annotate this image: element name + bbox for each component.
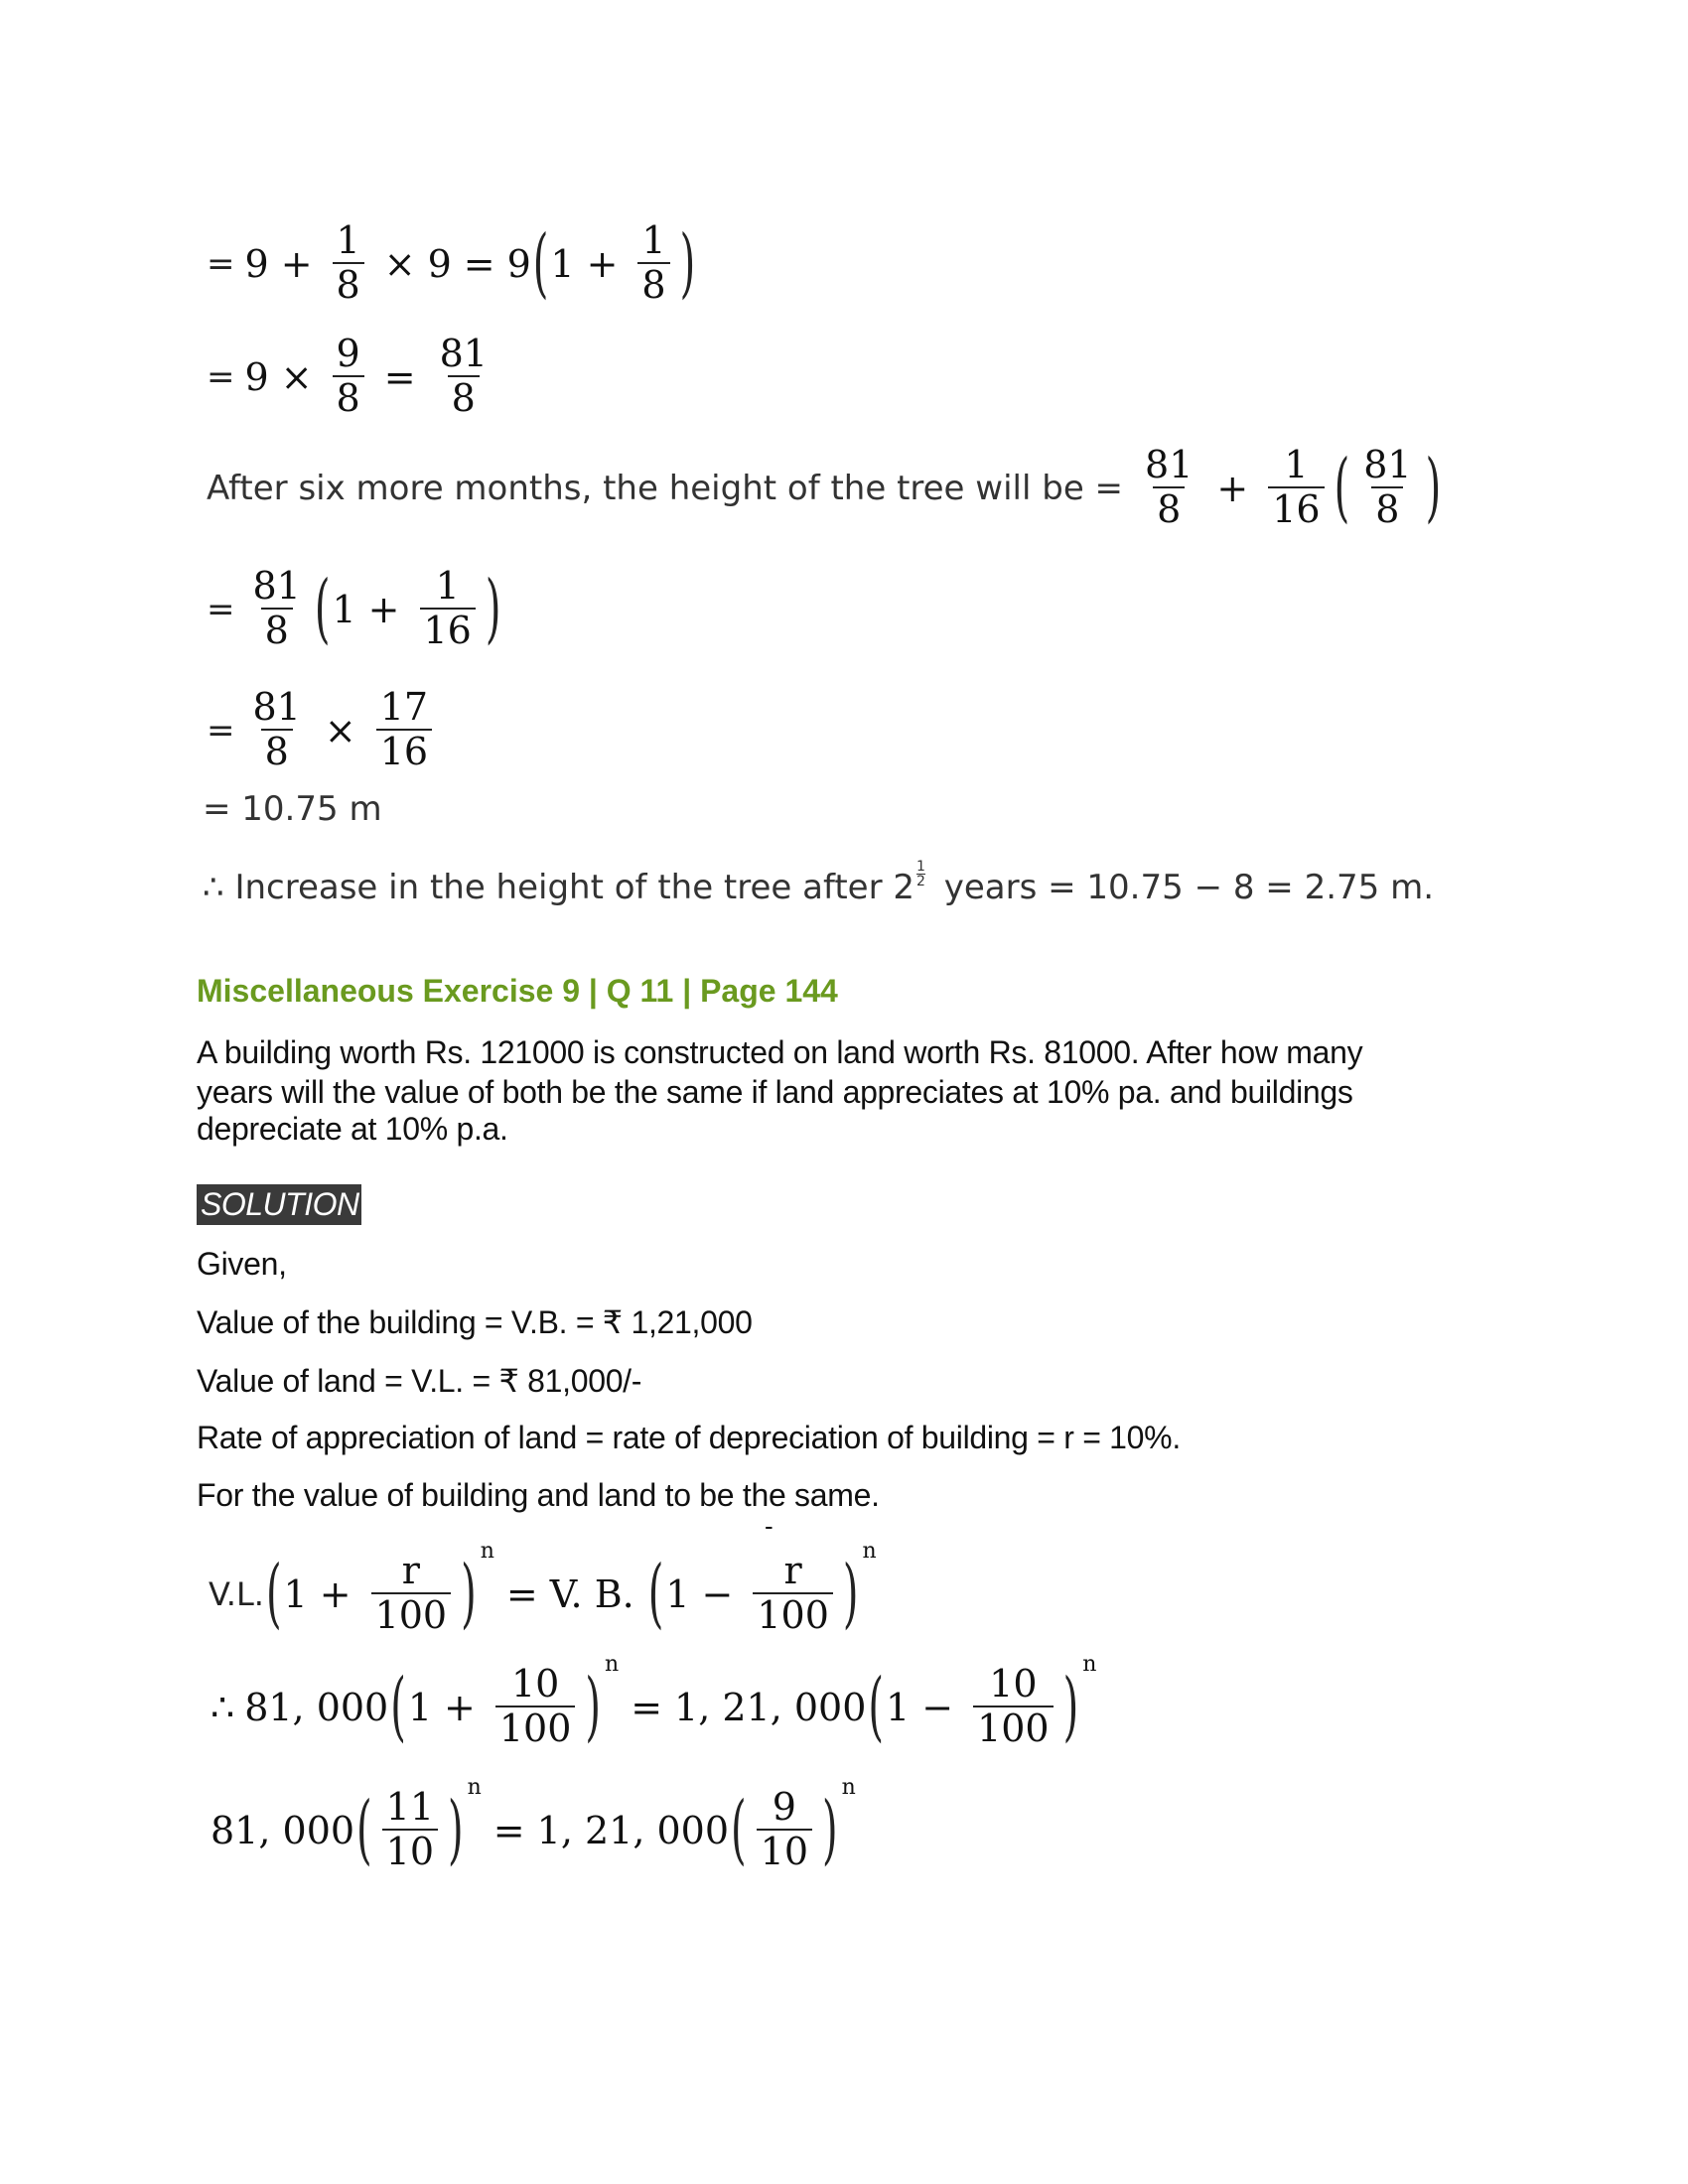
equals-sign: = xyxy=(207,243,235,284)
operator: + xyxy=(319,1571,352,1616)
given-label: Given, xyxy=(197,1246,287,1282)
solution-badge: SOLUTION xyxy=(197,1184,361,1225)
left-paren: ( xyxy=(265,1551,282,1638)
operator: = xyxy=(492,1808,525,1852)
operator: − xyxy=(921,1685,954,1729)
question-text-line: A building worth Rs. 121000 is constructed on land worth Rs. 81000. After how many xyxy=(197,1034,1363,1070)
result-line: = 10.75 m xyxy=(203,789,382,829)
right-paren: ) xyxy=(1062,1664,1079,1751)
exponent: n xyxy=(862,1539,877,1564)
vb-label: V. B. xyxy=(549,1571,634,1616)
operator: = xyxy=(383,354,416,399)
left-paren: ( xyxy=(868,1664,885,1751)
equals-sign: = xyxy=(207,356,235,397)
conclusion-line xyxy=(203,859,1435,907)
exponent: n xyxy=(1082,1652,1097,1677)
fraction: $\frac{81}{8}$ xyxy=(1363,443,1412,531)
simplified-equation xyxy=(211,1775,856,1874)
operator: × xyxy=(383,241,416,286)
fraction: $\frac{11}{10}$ xyxy=(382,1787,438,1873)
exponent: n xyxy=(841,1775,856,1800)
left-paren: ( xyxy=(390,1664,406,1751)
term: 1 xyxy=(407,1685,433,1729)
term: 9 xyxy=(244,354,269,399)
fraction: $\frac{81}{8}$ xyxy=(1145,443,1194,531)
fraction: $\frac{1}{8}$ xyxy=(333,220,364,307)
exponent: n xyxy=(467,1775,482,1800)
mixed-fraction: $\frac{1}{2}$ xyxy=(916,859,925,889)
operator: + xyxy=(444,1685,476,1729)
fraction: $\frac{r}{100}$ xyxy=(753,1551,833,1637)
statement-text: After six more months, the height of the tree will be = xyxy=(207,468,1124,508)
operator: + xyxy=(280,241,313,286)
conclusion-text: Increase in the height of the tree after 2 xyxy=(234,868,915,907)
term: 1 xyxy=(665,1571,690,1616)
operator: + xyxy=(367,587,400,631)
equation-line-5 xyxy=(207,687,440,773)
left-paren: ( xyxy=(1334,445,1350,532)
fraction: $\frac{81}{8}$ xyxy=(252,564,301,652)
fraction: $\frac{10}{100}$ xyxy=(495,1664,576,1750)
operator: = xyxy=(505,1571,538,1616)
operator: + xyxy=(1216,466,1249,510)
question-text-line: years will the value of both be the same if land appreciates at 10% pa. and buildings xyxy=(197,1074,1353,1110)
question-text-line: depreciate at 10% p.a. xyxy=(197,1111,508,1147)
left-paren: ( xyxy=(647,1551,664,1638)
equation-line-1 xyxy=(207,220,697,307)
equation-line-4 xyxy=(207,566,502,652)
left-paren: ( xyxy=(314,566,331,653)
right-paren: ) xyxy=(842,1551,859,1638)
left-paren: ( xyxy=(532,220,549,308)
condition-text: For the value of building and land to be the same. xyxy=(197,1477,880,1513)
fraction: $\frac{9}{10}$ xyxy=(757,1787,812,1873)
vl-label: V.L. xyxy=(209,1574,264,1613)
substituted-equation xyxy=(211,1652,1097,1751)
fraction: $\frac{1}{8}$ xyxy=(637,220,669,307)
land-value: 81, 000 xyxy=(211,1808,355,1852)
conclusion-text: years = 10.75 − 8 = 2.75 m. xyxy=(943,868,1435,907)
operator: + xyxy=(586,241,619,286)
equals-sign: = xyxy=(207,710,235,751)
term: 1 xyxy=(550,241,575,286)
equals-sign: = xyxy=(207,589,235,629)
fraction: $\frac{17}{16}$ xyxy=(376,687,432,773)
exponent: n xyxy=(605,1652,620,1677)
right-paren: ) xyxy=(822,1787,838,1874)
fraction: $\frac{r}{100}$ xyxy=(371,1551,452,1637)
right-paren: ) xyxy=(448,1787,464,1874)
operator: × xyxy=(280,354,313,399)
stray-dash: - xyxy=(765,1511,774,1541)
building-value: 1, 21, 000 xyxy=(536,1808,730,1852)
right-paren: ) xyxy=(461,1551,477,1638)
term: 9 xyxy=(427,241,452,286)
operator: = xyxy=(631,1685,663,1729)
fraction: $\frac{1}{16}$ xyxy=(1268,445,1324,531)
left-paren: ( xyxy=(356,1787,372,1874)
building-value: 1, 21, 000 xyxy=(674,1685,867,1729)
fraction: $\frac{81}{8}$ xyxy=(252,685,301,773)
exponent: n xyxy=(480,1539,494,1564)
term: 1 xyxy=(886,1685,911,1729)
therefore-symbol: ∴ xyxy=(211,1685,235,1729)
question-header: Miscellaneous Exercise 9 | Q 11 | Page 144 xyxy=(197,973,838,1009)
term: 1 xyxy=(332,587,356,631)
equation-line-2 xyxy=(207,334,499,420)
fraction: $\frac{1}{16}$ xyxy=(420,566,476,652)
given-building-value: Value of the building = V.B. = ₹ 1,21,000 xyxy=(197,1304,753,1340)
right-paren: ) xyxy=(1425,445,1442,532)
given-land-value: Value of land = V.L. = ₹ 81,000/- xyxy=(197,1363,642,1399)
given-rate: Rate of appreciation of land = rate of depreciation of building = r = 10%. xyxy=(197,1420,1181,1455)
equation-line-3 xyxy=(207,445,1443,531)
right-paren: ) xyxy=(485,566,501,653)
term: 9 xyxy=(244,241,269,286)
term: 9 xyxy=(506,241,531,286)
fraction: $\frac{81}{8}$ xyxy=(439,332,488,420)
land-value: 81, 000 xyxy=(244,1685,389,1729)
operator: = xyxy=(463,241,495,286)
therefore-symbol: ∴ xyxy=(203,868,224,907)
left-paren: ( xyxy=(731,1787,747,1874)
fraction: $\frac{9}{8}$ xyxy=(333,334,364,420)
formula-equation xyxy=(209,1539,877,1638)
right-paren: ) xyxy=(585,1664,602,1751)
term: 1 xyxy=(283,1571,308,1616)
right-paren: ) xyxy=(679,220,696,308)
fraction: $\frac{10}{100}$ xyxy=(973,1664,1054,1750)
operator: × xyxy=(324,708,356,752)
operator: − xyxy=(701,1571,734,1616)
